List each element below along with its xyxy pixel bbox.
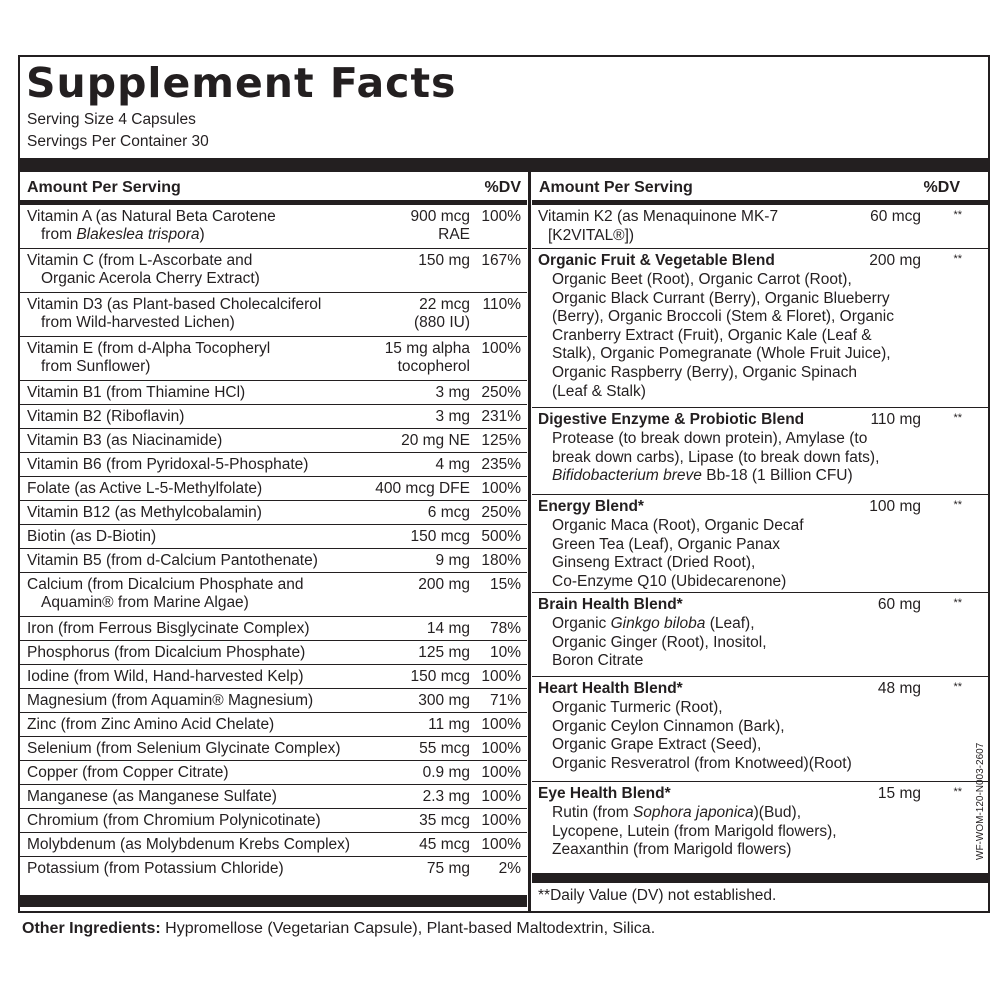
nutrient-row bbox=[20, 833, 527, 857]
nutrient-amount bbox=[423, 788, 470, 806]
amount-value: 400 mcg DFE bbox=[375, 480, 470, 497]
nutrient-row bbox=[20, 737, 527, 761]
fruit-vegetable-blend-row bbox=[532, 249, 988, 408]
nutrient-amount bbox=[419, 812, 470, 830]
nutrient-row bbox=[20, 381, 527, 405]
nutrient-amount bbox=[436, 408, 470, 426]
nutrient-row bbox=[20, 857, 527, 881]
nutrient-amount bbox=[428, 716, 470, 734]
ingredient-text: Bb-18 (1 Billion CFU) bbox=[701, 467, 853, 485]
nutrient-amount bbox=[414, 296, 470, 332]
nutrient-row bbox=[20, 205, 527, 249]
nutrient-row bbox=[20, 405, 527, 429]
nutrient-row bbox=[20, 453, 527, 477]
dv-heading: %DV bbox=[923, 179, 960, 196]
nutrient-row bbox=[20, 573, 527, 617]
nutrient-name: Calcium (from Dicalcium Phosphate and bbox=[27, 576, 304, 593]
amount-value: 75 mg bbox=[426, 860, 470, 877]
blend-amount: 48 mg bbox=[877, 680, 921, 697]
name-text: from Sunflower) bbox=[41, 358, 151, 375]
blend-ingredients bbox=[552, 615, 962, 671]
daily-value-percent: 235% bbox=[481, 456, 521, 473]
daily-value-percent: 100% bbox=[481, 812, 521, 829]
ingredient-italic: Sophora japonica bbox=[632, 804, 754, 821]
daily-value-percent: 100% bbox=[481, 836, 521, 853]
daily-value-percent: 100% bbox=[481, 764, 521, 781]
nutrient-amount bbox=[427, 860, 470, 878]
nutrient-name: Iodine (from Wild, Hand-harvested Kelp) bbox=[27, 668, 304, 685]
amount-value: 15 mg alpha bbox=[384, 340, 470, 357]
nutrient-amount bbox=[401, 432, 470, 450]
blend-ingredients bbox=[552, 699, 962, 773]
nutrient-label bbox=[27, 788, 277, 806]
nutrient-row bbox=[20, 429, 527, 453]
right-column-header bbox=[532, 172, 988, 200]
blend-amount: 100 mg bbox=[869, 498, 921, 515]
nutrient-amount bbox=[428, 504, 470, 522]
ingredient-line: Green Tea (Leaf), Organic Panax bbox=[552, 535, 781, 553]
ingredient-line bbox=[552, 467, 962, 486]
nutrient-name-line2 bbox=[27, 314, 321, 332]
daily-value-percent: 100% bbox=[481, 716, 521, 733]
ingredient-line: Organic Ceylon Cinnamon (Bark), bbox=[552, 717, 785, 735]
heart-health-blend-row bbox=[532, 677, 988, 782]
nutrient-label bbox=[27, 552, 318, 570]
nutrient-label bbox=[27, 504, 262, 522]
dv-not-established-mark: ** bbox=[953, 209, 962, 221]
nutrient-name-line2 bbox=[27, 270, 260, 288]
nutrient-label bbox=[27, 740, 341, 758]
name-italic: Blakeslea trispora bbox=[76, 226, 200, 243]
amount-value: 11 mg bbox=[428, 716, 470, 733]
dv-not-established-mark: ** bbox=[953, 412, 962, 424]
nutrient-label bbox=[27, 692, 313, 710]
ingredient-line: Zeaxanthin (from Marigold flowers) bbox=[552, 841, 792, 859]
ingredient-line: Organic Grape Extract (Seed), bbox=[552, 736, 762, 754]
daily-value-percent: 100% bbox=[481, 668, 521, 685]
nutrient-amount bbox=[385, 340, 470, 376]
nutrient-name: Iron (from Ferrous Bisglycinate Complex) bbox=[27, 620, 310, 637]
amount-value: 20 mg NE bbox=[401, 432, 470, 449]
nutrient-name: Copper (from Copper Citrate) bbox=[27, 764, 229, 781]
daily-value-percent: 2% bbox=[498, 860, 521, 877]
amount-value: 0.9 mg bbox=[422, 764, 470, 781]
ingredient-line: (Leaf & Stalk) bbox=[552, 382, 646, 400]
thick-divider-bar bbox=[20, 158, 988, 172]
nutrient-label bbox=[27, 644, 305, 662]
name-text: from Wild-harvested Lichen) bbox=[41, 314, 235, 331]
amount-value: 45 mcg bbox=[419, 836, 470, 853]
ingredient-line: Protease (to break down protein), Amylase (to bbox=[552, 430, 868, 447]
amount-value: 125 mg bbox=[418, 644, 470, 661]
nutrient-label bbox=[27, 860, 284, 878]
nutrient-name-line2 bbox=[27, 226, 276, 244]
nutrient-label bbox=[27, 716, 274, 734]
nutrient-amount bbox=[436, 384, 470, 402]
ingredient-line: Stalk), Organic Pomegranate (Whole Fruit Juice), bbox=[552, 345, 891, 363]
right-bottom-bar bbox=[532, 873, 988, 883]
nutrient-amount bbox=[436, 552, 470, 570]
ingredient-line: Organic Maca (Root), Organic Decaf bbox=[552, 517, 804, 534]
nutrient-amount bbox=[418, 576, 470, 594]
amount-value: 150 mcg bbox=[410, 528, 470, 545]
daily-value-percent: 231% bbox=[481, 408, 521, 425]
nutrient-row bbox=[20, 337, 527, 381]
column-divider bbox=[528, 172, 531, 911]
nutrient-label bbox=[27, 408, 184, 426]
product-code: WF-WOM-120-N003-2607 bbox=[975, 742, 986, 860]
row-name-line2: [K2VITAL®]) bbox=[548, 227, 635, 244]
ingredient-line: Cranberry Extract (Fruit), Organic Kale (Leaf & bbox=[552, 326, 872, 344]
blend-name: Digestive Enzyme & Probiotic Blend bbox=[538, 411, 805, 428]
nutrient-label bbox=[27, 480, 262, 498]
dv-not-established-mark: ** bbox=[953, 597, 962, 609]
row-name: Vitamin K2 (as Menaquinone MK-7 bbox=[538, 208, 779, 225]
amount-per-serving-heading: Amount Per Serving bbox=[539, 179, 693, 196]
name-text: Organic Acerola Cherry Extract) bbox=[41, 270, 260, 287]
ingredient-text: Rutin (from bbox=[552, 804, 633, 821]
amount-value: 200 mg bbox=[418, 576, 470, 593]
nutrient-name-line2 bbox=[27, 594, 304, 612]
blend-name: Eye Health Blend* bbox=[538, 785, 671, 802]
amount-value: 6 mcg bbox=[427, 504, 470, 521]
ingredient-line: Boron Citrate bbox=[552, 652, 644, 670]
nutrient-label bbox=[27, 384, 245, 402]
amount-unit: RAE bbox=[438, 226, 470, 243]
nutrient-name: Vitamin E (from d-Alpha Tocopheryl bbox=[27, 340, 271, 357]
daily-value-percent: 10% bbox=[489, 644, 521, 661]
daily-value-percent: 100% bbox=[481, 340, 521, 357]
blend-amount: 110 mg bbox=[870, 411, 921, 428]
nutrient-label bbox=[27, 252, 260, 288]
amount-unit: (880 IU) bbox=[414, 314, 470, 331]
daily-value-percent: 180% bbox=[481, 552, 521, 569]
amount-value: 22 mcg bbox=[419, 296, 470, 313]
digestive-probiotic-blend-row bbox=[532, 408, 988, 495]
nutrient-row bbox=[20, 293, 527, 337]
nutrient-name: Zinc (from Zinc Amino Acid Chelate) bbox=[27, 716, 275, 733]
ingredient-line: Organic Raspberry (Berry), Organic Spinach bbox=[552, 363, 857, 381]
nutrient-row bbox=[20, 665, 527, 689]
ingredient-line bbox=[552, 804, 962, 823]
name-text: Aquamin® from Marine Algae) bbox=[41, 594, 249, 611]
nutrient-row bbox=[20, 713, 527, 737]
other-ingredients-label: Other Ingredients: bbox=[22, 920, 161, 937]
amount-unit: tocopherol bbox=[397, 358, 470, 375]
row-amount: 60 mcg bbox=[870, 208, 921, 225]
ingredient-line: Organic Black Currant (Berry), Organic Blueberry bbox=[552, 289, 890, 307]
nutrient-name: Folate (as Active L-5-Methylfolate) bbox=[27, 480, 263, 497]
daily-value-percent: 100% bbox=[481, 740, 521, 757]
nutrient-label bbox=[27, 620, 310, 638]
dv-not-established-mark: ** bbox=[953, 681, 962, 693]
nutrient-name: Vitamin B1 (from Thiamine HCl) bbox=[27, 384, 246, 401]
ingredient-line: Co-Enzyme Q10 (Ubidecarenone) bbox=[552, 572, 787, 590]
amount-value: 150 mcg bbox=[410, 668, 470, 685]
other-ingredients bbox=[22, 920, 655, 938]
dv-not-established-mark: ** bbox=[953, 499, 962, 511]
ingredient-line: Organic Turmeric (Root), bbox=[552, 699, 723, 716]
name-text: ) bbox=[199, 226, 205, 243]
daily-value-percent: 250% bbox=[481, 384, 521, 401]
blend-name: Energy Blend* bbox=[538, 498, 644, 515]
nutrient-label bbox=[27, 576, 304, 612]
blend-ingredients bbox=[552, 430, 962, 486]
nutrient-row bbox=[20, 809, 527, 833]
left-column-header bbox=[20, 172, 527, 200]
left-bottom-bar bbox=[20, 895, 527, 907]
nutrient-name: Phosphorus (from Dicalcium Phosphate) bbox=[27, 644, 306, 661]
nutrient-row bbox=[20, 501, 527, 525]
nutrient-amount bbox=[411, 208, 470, 244]
nutrient-label bbox=[27, 668, 304, 686]
amount-value: 3 mg bbox=[435, 384, 470, 401]
servings-per-container: Servings Per Container 30 bbox=[27, 133, 209, 150]
nutrient-name: Vitamin B6 (from Pyridoxal-5-Phosphate) bbox=[27, 456, 309, 473]
nutrient-amount bbox=[418, 692, 470, 710]
nutrient-amount bbox=[418, 252, 470, 270]
daily-value-percent: 71% bbox=[489, 692, 521, 709]
nutrient-row bbox=[20, 477, 527, 501]
ingredient-line: Ginseng Extract (Dried Root), bbox=[552, 554, 756, 572]
nutrient-table bbox=[20, 205, 527, 881]
nutrient-name: Chromium (from Chromium Polynicotinate) bbox=[27, 812, 321, 829]
amount-value: 14 mg bbox=[426, 620, 470, 637]
daily-value-percent: 167% bbox=[481, 252, 521, 269]
amount-value: 2.3 mg bbox=[422, 788, 470, 805]
nutrient-amount bbox=[427, 620, 470, 638]
nutrient-name: Selenium (from Selenium Glycinate Complex) bbox=[27, 740, 341, 757]
nutrient-name: Vitamin B2 (Riboflavin) bbox=[27, 408, 185, 425]
nutrient-row bbox=[20, 689, 527, 713]
dv-not-established-mark: ** bbox=[953, 253, 962, 265]
nutrient-name: Vitamin B5 (from d-Calcium Pantothenate) bbox=[27, 552, 318, 569]
blend-ingredients bbox=[552, 271, 962, 401]
daily-value-percent: 125% bbox=[481, 432, 521, 449]
nutrient-row bbox=[20, 549, 527, 573]
dv-footnote: **Daily Value (DV) not established. bbox=[538, 887, 777, 904]
other-ingredients-text: Hypromellose (Vegetarian Capsule), Plant-based Maltodextrin, Silica. bbox=[160, 920, 656, 937]
blend-amount: 60 mg bbox=[877, 596, 921, 613]
nutrient-label bbox=[27, 836, 350, 854]
nutrient-name-line2 bbox=[27, 358, 270, 376]
right-blend-column bbox=[532, 172, 988, 868]
ingredient-line: Organic Ginger (Root), Inositol, bbox=[552, 633, 767, 651]
nutrient-label bbox=[27, 764, 229, 782]
ingredient-line: (Berry), Organic Broccoli (Stem & Floret), Organic bbox=[552, 308, 894, 326]
nutrient-row bbox=[20, 785, 527, 809]
daily-value-percent: 100% bbox=[481, 208, 521, 225]
dv-not-established-mark: ** bbox=[953, 786, 962, 798]
amount-per-serving-heading: Amount Per Serving bbox=[27, 179, 181, 196]
daily-value-percent: 100% bbox=[481, 788, 521, 805]
nutrient-amount bbox=[423, 764, 470, 782]
amount-value: 3 mg bbox=[435, 408, 470, 425]
ingredient-italic: Ginkgo biloba bbox=[610, 615, 706, 632]
daily-value-percent: 250% bbox=[481, 504, 521, 521]
daily-value-percent: 15% bbox=[489, 576, 521, 593]
nutrient-name: Magnesium (from Aquamin® Magnesium) bbox=[27, 692, 314, 709]
amount-value: 4 mg bbox=[435, 456, 470, 473]
daily-value-percent: 78% bbox=[489, 620, 521, 637]
blend-name: Brain Health Blend* bbox=[538, 596, 683, 613]
page-title: Supplement Facts bbox=[26, 59, 457, 107]
nutrient-row bbox=[20, 249, 527, 293]
brain-health-blend-row bbox=[532, 593, 988, 677]
amount-value: 300 mg bbox=[418, 692, 470, 709]
ingredient-line bbox=[552, 615, 962, 634]
vitamin-k2-row bbox=[532, 205, 988, 249]
ingredient-text: )(Bud), bbox=[753, 804, 801, 821]
nutrient-label bbox=[27, 432, 222, 450]
nutrient-row bbox=[20, 761, 527, 785]
nutrient-amount bbox=[419, 740, 470, 758]
blend-name: Heart Health Blend* bbox=[538, 680, 683, 697]
amount-value: 9 mg bbox=[435, 552, 470, 569]
nutrient-amount bbox=[418, 644, 470, 662]
daily-value-percent: 100% bbox=[481, 480, 521, 497]
blend-amount: 200 mg bbox=[869, 252, 921, 269]
dv-heading: %DV bbox=[484, 179, 521, 196]
ingredient-line: Organic Beet (Root), Organic Carrot (Root), bbox=[552, 271, 852, 288]
nutrient-label bbox=[27, 528, 156, 546]
amount-value: 55 mcg bbox=[419, 740, 470, 757]
nutrient-row bbox=[20, 641, 527, 665]
nutrient-amount bbox=[375, 480, 470, 498]
nutrient-label bbox=[27, 456, 308, 474]
amount-value: 35 mcg bbox=[419, 812, 470, 829]
nutrient-label bbox=[27, 812, 321, 830]
ingredient-line: break down carbs), Lipase (to break down fats), bbox=[552, 448, 880, 466]
amount-value: 900 mcg bbox=[410, 208, 470, 225]
nutrient-name: Vitamin B3 (as Niacinamide) bbox=[27, 432, 223, 449]
nutrient-label bbox=[27, 340, 270, 376]
ingredient-italic: Bifidobacterium breve bbox=[552, 467, 702, 485]
blend-ingredients bbox=[552, 804, 962, 860]
nutrient-name: Molybdenum (as Molybdenum Krebs Complex) bbox=[27, 836, 351, 853]
nutrient-name: Vitamin D3 (as Plant-based Cholecalciferol bbox=[27, 296, 322, 313]
nutrient-amount bbox=[419, 836, 470, 854]
blend-amount: 15 mg bbox=[877, 785, 921, 802]
nutrient-name: Vitamin B12 (as Methylcobalamin) bbox=[27, 504, 262, 521]
serving-size: Serving Size 4 Capsules bbox=[27, 111, 196, 128]
nutrient-amount bbox=[411, 528, 470, 546]
nutrient-label bbox=[27, 208, 276, 244]
nutrient-name: Vitamin A (as Natural Beta Carotene bbox=[27, 208, 276, 225]
daily-value-percent: 500% bbox=[481, 528, 521, 545]
left-nutrient-column bbox=[20, 172, 527, 881]
nutrient-name: Biotin (as D-Biotin) bbox=[27, 528, 157, 545]
nutrient-name: Vitamin C (from L-Ascorbate and bbox=[27, 252, 253, 269]
nutrient-row bbox=[20, 525, 527, 549]
nutrient-label bbox=[27, 296, 321, 332]
blend-name: Organic Fruit & Vegetable Blend bbox=[538, 252, 775, 269]
eye-health-blend-row bbox=[532, 782, 988, 868]
ingredient-text: (Leaf), bbox=[705, 615, 755, 632]
nutrient-name: Manganese (as Manganese Sulfate) bbox=[27, 788, 277, 805]
ingredient-text: Organic bbox=[552, 615, 611, 632]
ingredient-line: Organic Resveratrol (from Knotweed)(Root) bbox=[552, 754, 852, 772]
ingredient-line: Lycopene, Lutein (from Marigold flowers), bbox=[552, 822, 837, 840]
daily-value-percent: 110% bbox=[482, 296, 521, 313]
nutrient-row bbox=[20, 617, 527, 641]
blend-ingredients bbox=[552, 517, 962, 591]
name-text: from bbox=[41, 226, 77, 243]
nutrient-amount bbox=[436, 456, 470, 474]
nutrient-name: Potassium (from Potassium Chloride) bbox=[27, 860, 284, 877]
energy-blend-row bbox=[532, 495, 988, 593]
nutrient-amount bbox=[411, 668, 470, 686]
amount-value: 150 mg bbox=[418, 252, 470, 269]
